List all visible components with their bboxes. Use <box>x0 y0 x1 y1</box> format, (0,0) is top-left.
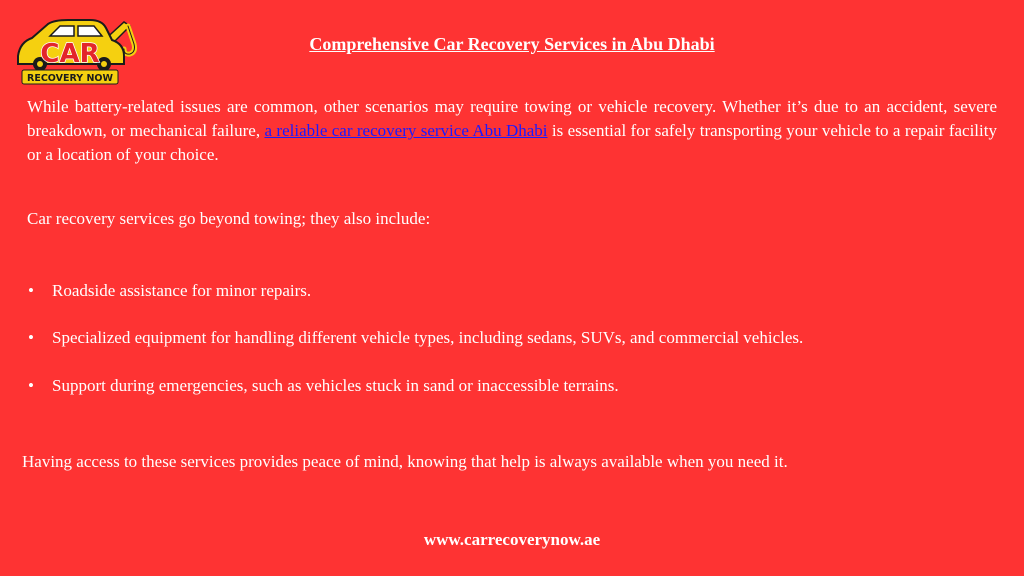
bullet-icon: • <box>28 281 34 300</box>
services-intro: Car recovery services go beyond towing; they also include: <box>27 209 431 228</box>
website-url: www.carrecoverynow.ae <box>423 530 601 549</box>
page-title-text: Comprehensive Car Recovery Services in Abu Dhabi <box>309 34 715 54</box>
list-item <box>28 374 619 398</box>
intro-paragraph <box>27 95 997 167</box>
list-item-text: Support during emergencies, such as vehicles stuck in sand or inaccessible terrains. <box>52 376 619 395</box>
page-title <box>0 34 1024 55</box>
logo-brand-main: CAR <box>40 39 100 69</box>
list-item-text: Specialized equipment for handling different vehicle types, including sedans, SUVs, and commercial vehicles. <box>52 328 804 347</box>
bullet-icon: • <box>28 376 34 395</box>
list-item <box>28 326 803 350</box>
car-recovery-service-link[interactable]: a reliable car recovery service Abu Dhabi <box>264 121 548 140</box>
list-item <box>28 279 311 303</box>
bullet-icon: • <box>28 328 34 347</box>
list-item-text: Roadside assistance for minor repairs. <box>52 281 312 300</box>
logo-brand-sub: RECOVERY NOW <box>27 73 113 84</box>
closing-paragraph: Having access to these services provides peace of mind, knowing that help is always available when you need it. <box>22 452 788 471</box>
paragraph-text-before-link: While battery-related issues are common, other scenarios may require towing or vehicle recovery. Whether it’s due to an accident, severe breakdown, or mechanical failure, <box>27 97 997 140</box>
paragraph-text-after-link: is essential for safely transporting your vehicle to a repair facility or a location of your choice. <box>27 121 997 164</box>
